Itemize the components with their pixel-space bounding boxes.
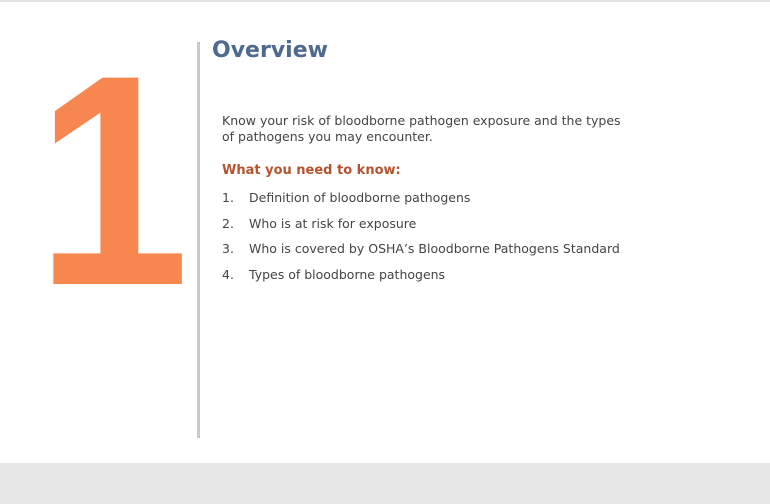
list-item-text: Definition of bloodborne pathogens (249, 190, 471, 205)
list-item (222, 190, 620, 216)
footer-band (0, 463, 770, 504)
list-item (222, 216, 620, 242)
top-border (0, 0, 770, 2)
subheading: What you need to know: (222, 163, 401, 178)
list-item-text: Types of bloodborne pathogens (249, 266, 446, 282)
intro-text: Know your risk of bloodborne pathogen exposure and the types of pathogens you may encounter. (222, 113, 621, 144)
list-item-text: Who is at risk for exposure (249, 215, 417, 231)
slide-number: 1 (36, 12, 184, 348)
slide-title: Overview (212, 38, 328, 63)
list-item-number: 4. (222, 266, 234, 282)
list-item-number: 3. (222, 241, 234, 256)
list-item (222, 241, 620, 267)
topic-list (222, 190, 620, 292)
list-item-number: 1. (222, 190, 234, 205)
list-item (222, 267, 620, 293)
list-item-text: Who is covered by OSHA’s Bloodborne Pathogens Standard (249, 241, 620, 256)
vertical-divider (197, 42, 200, 438)
list-item-number: 2. (222, 215, 234, 231)
